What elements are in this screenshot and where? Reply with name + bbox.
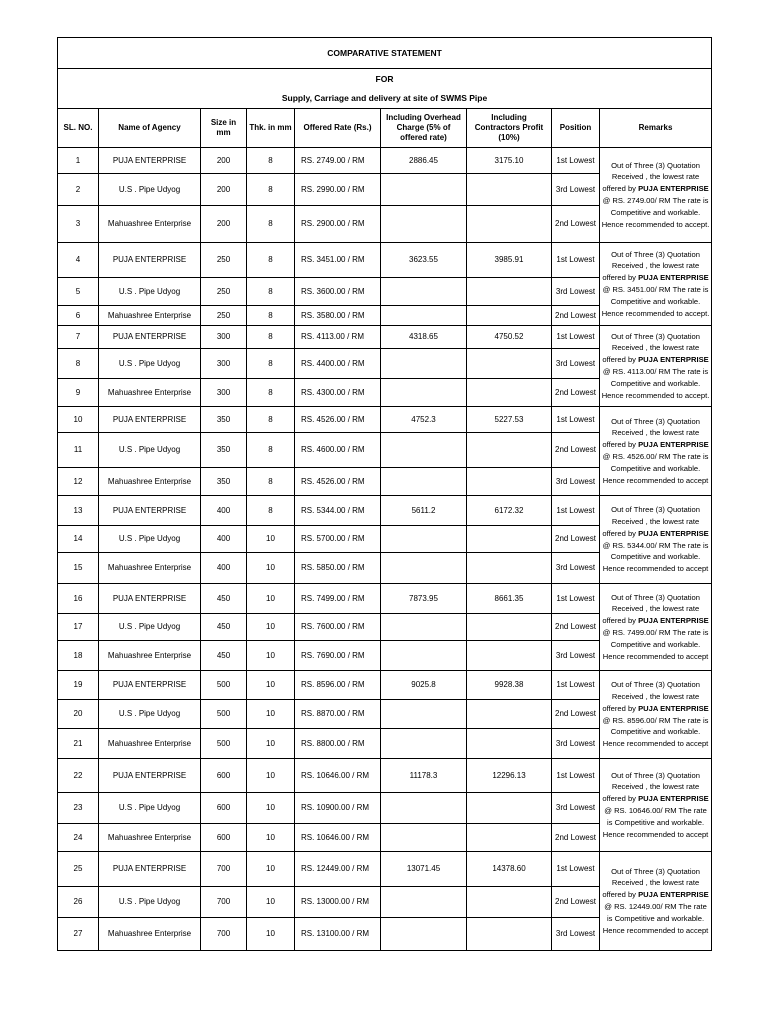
overhead-cell: 7873.95 — [381, 584, 467, 614]
sl-no-cell: 19 — [58, 671, 99, 700]
sl-no-cell: 8 — [58, 349, 99, 379]
sl-no-cell: 6 — [58, 306, 99, 326]
remarks-cell — [600, 326, 712, 407]
sl-no-cell: 12 — [58, 468, 99, 496]
agency-name-cell: U.S . Pipe Udyog — [99, 433, 201, 468]
remarks-post-text: @ RS. 7499.00/ RM The rate is Competitive and workable. Hence recommended to accept — [602, 628, 709, 661]
overhead-cell-empty — [381, 918, 467, 951]
size-cell: 400 — [201, 553, 247, 584]
column-header-row — [58, 109, 712, 148]
offered-rate-cell: RS. 2900.00 / RM — [295, 206, 381, 243]
sl-no-cell: 16 — [58, 584, 99, 614]
overhead-cell: 5611.2 — [381, 496, 467, 526]
size-cell: 350 — [201, 468, 247, 496]
agency-name-cell: Mahuashree Enterprise — [99, 206, 201, 243]
position-cell: 3rd Lowest — [552, 793, 600, 824]
remarks-agency-text: PUJA ENTERPRISE — [638, 440, 709, 450]
sl-no-cell: 18 — [58, 641, 99, 671]
offered-rate-cell: RS. 10646.00 / RM — [295, 759, 381, 793]
remarks-pre-text: Out of Three (3) Quotation Received , the lowest rate offered by — [602, 592, 700, 626]
remarks-agency-text: PUJA ENTERPRISE — [638, 890, 709, 900]
remarks-post-text: @ RS. 8596.00/ RM The rate is Competitive and workable. Hence recommended to accept — [602, 715, 709, 749]
remarks-pre-text: Out of Three (3) Quotation Received , the lowest rate offered by — [602, 680, 700, 713]
size-cell: 200 — [201, 148, 247, 174]
position-cell: 1st Lowest — [552, 584, 600, 614]
position-cell: 3rd Lowest — [552, 918, 600, 951]
sl-no-cell: 13 — [58, 496, 99, 526]
position-cell: 1st Lowest — [552, 496, 600, 526]
agency-name-cell: U.S . Pipe Udyog — [99, 700, 201, 729]
overhead-cell-empty — [381, 468, 467, 496]
remarks-cell — [600, 671, 712, 759]
profit-cell: 12296.13 — [467, 759, 552, 793]
offered-rate-cell: RS. 4400.00 / RM — [295, 349, 381, 379]
thickness-cell: 10 — [247, 918, 295, 951]
offered-rate-cell: RS. 5700.00 / RM — [295, 526, 381, 553]
sl-no-cell: 10 — [58, 407, 99, 433]
size-cell: 600 — [201, 793, 247, 824]
offered-rate-cell: RS. 4300.00 / RM — [295, 379, 381, 407]
sl-no-cell: 22 — [58, 759, 99, 793]
offered-rate-cell: RS. 13000.00 / RM — [295, 887, 381, 918]
sl-no-cell: 25 — [58, 852, 99, 887]
profit-cell-empty — [467, 206, 552, 243]
overhead-cell-empty — [381, 306, 467, 326]
remarks-cell — [600, 243, 712, 326]
thickness-cell: 8 — [247, 496, 295, 526]
agency-name-cell: PUJA ENTERPRISE — [99, 243, 201, 278]
size-cell: 200 — [201, 174, 247, 206]
thickness-cell: 10 — [247, 887, 295, 918]
agency-name-cell: Mahuashree Enterprise — [99, 641, 201, 671]
agency-name-cell: Mahuashree Enterprise — [99, 824, 201, 852]
remarks-cell — [600, 759, 712, 852]
remarks-agency-text: PUJA ENTERPRISE — [638, 616, 709, 626]
overhead-cell: 4318.65 — [381, 326, 467, 349]
table-row — [58, 148, 712, 174]
offered-rate-cell: RS. 8870.00 / RM — [295, 700, 381, 729]
profit-cell-empty — [467, 379, 552, 407]
thickness-cell: 8 — [247, 243, 295, 278]
overhead-cell-empty — [381, 700, 467, 729]
remarks-agency-text: PUJA ENTERPRISE — [638, 703, 709, 713]
offered-rate-cell: RS. 3580.00 / RM — [295, 306, 381, 326]
size-cell: 350 — [201, 433, 247, 468]
thickness-cell: 8 — [247, 407, 295, 433]
size-cell: 250 — [201, 278, 247, 306]
col-header-agency: Name of Agency — [99, 109, 201, 148]
profit-cell: 8661.35 — [467, 584, 552, 614]
agency-name-cell: PUJA ENTERPRISE — [99, 852, 201, 887]
thickness-cell: 8 — [247, 379, 295, 407]
thickness-cell: 8 — [247, 326, 295, 349]
remarks-agency-text: PUJA ENTERPRISE — [638, 273, 709, 283]
agency-name-cell: U.S . Pipe Udyog — [99, 887, 201, 918]
col-header-overhead: Including Overhead Charge (5% of offered rate) — [381, 109, 467, 148]
agency-name-cell: PUJA ENTERPRISE — [99, 759, 201, 793]
size-cell: 500 — [201, 700, 247, 729]
agency-name-cell: U.S . Pipe Udyog — [99, 614, 201, 641]
agency-name-cell: U.S . Pipe Udyog — [99, 174, 201, 206]
remarks-post-text: @ RS. 4526.00/ RM The rate is Competitive and workable. Hence recommended to accept — [602, 452, 709, 485]
profit-cell: 4750.52 — [467, 326, 552, 349]
profit-cell-empty — [467, 174, 552, 206]
remarks-agency-text: PUJA ENTERPRISE — [638, 528, 709, 538]
position-cell: 1st Lowest — [552, 148, 600, 174]
position-cell: 3rd Lowest — [552, 468, 600, 496]
thickness-cell: 10 — [247, 614, 295, 641]
offered-rate-cell: RS. 7499.00 / RM — [295, 584, 381, 614]
overhead-cell-empty — [381, 641, 467, 671]
col-header-thickness: Thk. in mm — [247, 109, 295, 148]
agency-name-cell: U.S . Pipe Udyog — [99, 793, 201, 824]
sl-no-cell: 5 — [58, 278, 99, 306]
thickness-cell: 8 — [247, 349, 295, 379]
subtitle-for: FOR — [375, 74, 394, 84]
overhead-cell-empty — [381, 824, 467, 852]
overhead-cell: 11178.3 — [381, 759, 467, 793]
thickness-cell: 8 — [247, 148, 295, 174]
remarks-post-text: @ RS. 3451.00/ RM The rate is Competitive and workable. Hence recommended to accept. — [601, 285, 710, 318]
offered-rate-cell: RS. 4526.00 / RM — [295, 407, 381, 433]
sl-no-cell: 15 — [58, 553, 99, 584]
thickness-cell: 10 — [247, 729, 295, 759]
thickness-cell: 8 — [247, 278, 295, 306]
agency-name-cell: PUJA ENTERPRISE — [99, 584, 201, 614]
offered-rate-cell: RS. 13100.00 / RM — [295, 918, 381, 951]
table-row — [58, 326, 712, 349]
sl-no-cell: 14 — [58, 526, 99, 553]
sl-no-cell: 1 — [58, 148, 99, 174]
size-cell: 700 — [201, 887, 247, 918]
col-header-sl-no: SL. NO. — [58, 109, 99, 148]
size-cell: 350 — [201, 407, 247, 433]
position-cell: 3rd Lowest — [552, 553, 600, 584]
agency-name-cell: Mahuashree Enterprise — [99, 729, 201, 759]
agency-name-cell: U.S . Pipe Udyog — [99, 349, 201, 379]
profit-cell-empty — [467, 729, 552, 759]
remarks-post-text: @ RS. 4113.00/ RM The rate is Competitive and workable. Hence recommended to accept. — [601, 367, 710, 400]
overhead-cell-empty — [381, 729, 467, 759]
position-cell: 3rd Lowest — [552, 278, 600, 306]
offered-rate-cell: RS. 2749.00 / RM — [295, 148, 381, 174]
thickness-cell: 10 — [247, 759, 295, 793]
agency-name-cell: PUJA ENTERPRISE — [99, 326, 201, 349]
agency-name-cell: Mahuashree Enterprise — [99, 553, 201, 584]
profit-cell-empty — [467, 641, 552, 671]
size-cell: 500 — [201, 671, 247, 700]
profit-cell: 6172.32 — [467, 496, 552, 526]
offered-rate-cell: RS. 4600.00 / RM — [295, 433, 381, 468]
overhead-cell: 4752.3 — [381, 407, 467, 433]
overhead-cell: 13071.45 — [381, 852, 467, 887]
offered-rate-cell: RS. 3600.00 / RM — [295, 278, 381, 306]
profit-cell: 14378.60 — [467, 852, 552, 887]
size-cell: 700 — [201, 852, 247, 887]
agency-name-cell: U.S . Pipe Udyog — [99, 278, 201, 306]
agency-name-cell: PUJA ENTERPRISE — [99, 148, 201, 174]
position-cell: 2nd Lowest — [552, 206, 600, 243]
remarks-agency-text: PUJA ENTERPRISE — [638, 794, 709, 804]
remarks-cell — [600, 148, 712, 243]
remarks-cell — [600, 407, 712, 496]
sl-no-cell: 17 — [58, 614, 99, 641]
profit-cell-empty — [467, 824, 552, 852]
overhead-cell-empty — [381, 526, 467, 553]
thickness-cell: 10 — [247, 584, 295, 614]
profit-cell-empty — [467, 433, 552, 468]
remarks-pre-text: Out of Three (3) Quotation Received , the lowest rate offered by — [602, 416, 700, 450]
size-cell: 400 — [201, 526, 247, 553]
size-cell: 250 — [201, 306, 247, 326]
profit-cell-empty — [467, 887, 552, 918]
profit-cell-empty — [467, 526, 552, 553]
sl-no-cell: 21 — [58, 729, 99, 759]
size-cell: 200 — [201, 206, 247, 243]
profit-cell-empty — [467, 349, 552, 379]
size-cell: 300 — [201, 349, 247, 379]
position-cell: 2nd Lowest — [552, 433, 600, 468]
position-cell: 3rd Lowest — [552, 641, 600, 671]
remarks-post-text: @ RS. 12449.00/ RM The rate is Competitive and workable. Hence recommended to accept — [602, 902, 709, 935]
thickness-cell: 10 — [247, 671, 295, 700]
profit-cell-empty — [467, 793, 552, 824]
sl-no-cell: 3 — [58, 206, 99, 243]
sl-no-cell: 23 — [58, 793, 99, 824]
statement-title: COMPARATIVE STATEMENT — [58, 38, 712, 69]
col-header-size: Size in mm — [201, 109, 247, 148]
overhead-cell-empty — [381, 278, 467, 306]
agency-name-cell: PUJA ENTERPRISE — [99, 671, 201, 700]
position-cell: 1st Lowest — [552, 671, 600, 700]
offered-rate-cell: RS. 5344.00 / RM — [295, 496, 381, 526]
thickness-cell: 10 — [247, 526, 295, 553]
position-cell: 2nd Lowest — [552, 306, 600, 326]
agency-name-cell: PUJA ENTERPRISE — [99, 496, 201, 526]
thickness-cell: 10 — [247, 700, 295, 729]
overhead-cell: 2886.45 — [381, 148, 467, 174]
overhead-cell-empty — [381, 614, 467, 641]
position-cell: 2nd Lowest — [552, 824, 600, 852]
thickness-cell: 10 — [247, 641, 295, 671]
profit-cell: 3985.91 — [467, 243, 552, 278]
thickness-cell: 8 — [247, 306, 295, 326]
offered-rate-cell: RS. 8596.00 / RM — [295, 671, 381, 700]
table-row — [58, 852, 712, 887]
offered-rate-cell: RS. 10646.00 / RM — [295, 824, 381, 852]
sl-no-cell: 7 — [58, 326, 99, 349]
overhead-cell: 9025.8 — [381, 671, 467, 700]
offered-rate-cell: RS. 7690.00 / RM — [295, 641, 381, 671]
table-row — [58, 243, 712, 278]
remarks-post-text: @ RS. 2749.00/ RM The rate is Competitive and workable. Hence recommended to accept. — [601, 196, 710, 229]
agency-name-cell: Mahuashree Enterprise — [99, 918, 201, 951]
size-cell: 700 — [201, 918, 247, 951]
position-cell: 1st Lowest — [552, 243, 600, 278]
col-header-offered-rate: Offered Rate (Rs.) — [295, 109, 381, 148]
profit-cell-empty — [467, 306, 552, 326]
agency-name-cell: Mahuashree Enterprise — [99, 379, 201, 407]
agency-name-cell: PUJA ENTERPRISE — [99, 407, 201, 433]
remarks-post-text: @ RS. 10646.00/ RM The rate is Competitive and workable. Hence recommended to accept — [602, 806, 709, 839]
size-cell: 450 — [201, 614, 247, 641]
agency-name-cell: U.S . Pipe Udyog — [99, 526, 201, 553]
sl-no-cell: 27 — [58, 918, 99, 951]
sl-no-cell: 9 — [58, 379, 99, 407]
offered-rate-cell: RS. 7600.00 / RM — [295, 614, 381, 641]
profit-cell-empty — [467, 468, 552, 496]
comparative-statement-table — [57, 37, 712, 951]
remarks-pre-text: Out of Three (3) Quotation Received , the lowest rate offered by — [602, 866, 700, 900]
profit-cell-empty — [467, 700, 552, 729]
overhead-cell-empty — [381, 553, 467, 584]
position-cell: 2nd Lowest — [552, 614, 600, 641]
table-row — [58, 584, 712, 614]
position-cell: 1st Lowest — [552, 407, 600, 433]
size-cell: 250 — [201, 243, 247, 278]
remarks-cell — [600, 584, 712, 671]
thickness-cell: 10 — [247, 852, 295, 887]
overhead-cell-empty — [381, 206, 467, 243]
remarks-cell — [600, 496, 712, 584]
table-row — [58, 496, 712, 526]
statement-subtitle — [58, 69, 712, 109]
offered-rate-cell: RS. 2990.00 / RM — [295, 174, 381, 206]
table-row — [58, 407, 712, 433]
position-cell: 1st Lowest — [552, 852, 600, 887]
size-cell: 450 — [201, 641, 247, 671]
remarks-post-text: @ RS. 5344.00/ RM The rate is Competitive and workable. Hence recommended to accept — [602, 540, 709, 574]
sl-no-cell: 4 — [58, 243, 99, 278]
sl-no-cell: 11 — [58, 433, 99, 468]
overhead-cell: 3623.55 — [381, 243, 467, 278]
offered-rate-cell: RS. 5850.00 / RM — [295, 553, 381, 584]
size-cell: 600 — [201, 759, 247, 793]
size-cell: 300 — [201, 379, 247, 407]
thickness-cell: 8 — [247, 433, 295, 468]
offered-rate-cell: RS. 4113.00 / RM — [295, 326, 381, 349]
agency-name-cell: Mahuashree Enterprise — [99, 468, 201, 496]
position-cell: 3rd Lowest — [552, 729, 600, 759]
profit-cell: 3175.10 — [467, 148, 552, 174]
overhead-cell-empty — [381, 887, 467, 918]
overhead-cell-empty — [381, 174, 467, 206]
profit-cell: 9928.38 — [467, 671, 552, 700]
col-header-profit: Including Contractors Profit (10%) — [467, 109, 552, 148]
sl-no-cell: 20 — [58, 700, 99, 729]
profit-cell-empty — [467, 278, 552, 306]
position-cell: 1st Lowest — [552, 326, 600, 349]
sl-no-cell: 24 — [58, 824, 99, 852]
remarks-agency-text: PUJA ENTERPRISE — [638, 184, 709, 194]
profit-cell-empty — [467, 553, 552, 584]
size-cell: 300 — [201, 326, 247, 349]
remarks-cell — [600, 852, 712, 951]
position-cell: 2nd Lowest — [552, 887, 600, 918]
overhead-cell-empty — [381, 379, 467, 407]
position-cell: 2nd Lowest — [552, 700, 600, 729]
offered-rate-cell: RS. 8800.00 / RM — [295, 729, 381, 759]
remarks-pre-text: Out of Three (3) Quotation Received , the lowest rate offered by — [602, 770, 700, 804]
position-cell: 1st Lowest — [552, 759, 600, 793]
remarks-pre-text: Out of Three (3) Quotation Received , the lowest rate offered by — [602, 160, 700, 194]
remarks-agency-text: PUJA ENTERPRISE — [638, 355, 709, 365]
offered-rate-cell: RS. 10900.00 / RM — [295, 793, 381, 824]
thickness-cell: 10 — [247, 824, 295, 852]
table-row — [58, 671, 712, 700]
offered-rate-cell: RS. 12449.00 / RM — [295, 852, 381, 887]
thickness-cell: 8 — [247, 174, 295, 206]
position-cell: 3rd Lowest — [552, 349, 600, 379]
position-cell: 3rd Lowest — [552, 174, 600, 206]
overhead-cell-empty — [381, 793, 467, 824]
col-header-position: Position — [552, 109, 600, 148]
thickness-cell: 10 — [247, 553, 295, 584]
position-cell: 2nd Lowest — [552, 526, 600, 553]
table-row — [58, 759, 712, 793]
thickness-cell: 8 — [247, 468, 295, 496]
thickness-cell: 10 — [247, 793, 295, 824]
size-cell: 500 — [201, 729, 247, 759]
profit-cell: 5227.53 — [467, 407, 552, 433]
profit-cell-empty — [467, 918, 552, 951]
agency-name-cell: Mahuashree Enterprise — [99, 306, 201, 326]
size-cell: 450 — [201, 584, 247, 614]
offered-rate-cell: RS. 3451.00 / RM — [295, 243, 381, 278]
overhead-cell-empty — [381, 433, 467, 468]
subtitle-description: Supply, Carriage and delivery at site of SWMS Pipe — [281, 93, 488, 103]
size-cell: 400 — [201, 496, 247, 526]
col-header-remarks: Remarks — [600, 109, 712, 148]
sl-no-cell: 2 — [58, 174, 99, 206]
overhead-cell-empty — [381, 349, 467, 379]
remarks-pre-text: Out of Three (3) Quotation Received , the lowest rate offered by — [602, 331, 700, 365]
remarks-pre-text: Out of Three (3) Quotation Received , the lowest rate offered by — [602, 505, 700, 538]
size-cell: 600 — [201, 824, 247, 852]
thickness-cell: 8 — [247, 206, 295, 243]
position-cell: 2nd Lowest — [552, 379, 600, 407]
sl-no-cell: 26 — [58, 887, 99, 918]
offered-rate-cell: RS. 4526.00 / RM — [295, 468, 381, 496]
profit-cell-empty — [467, 614, 552, 641]
remarks-pre-text: Out of Three (3) Quotation Received , the lowest rate offered by — [602, 249, 700, 283]
